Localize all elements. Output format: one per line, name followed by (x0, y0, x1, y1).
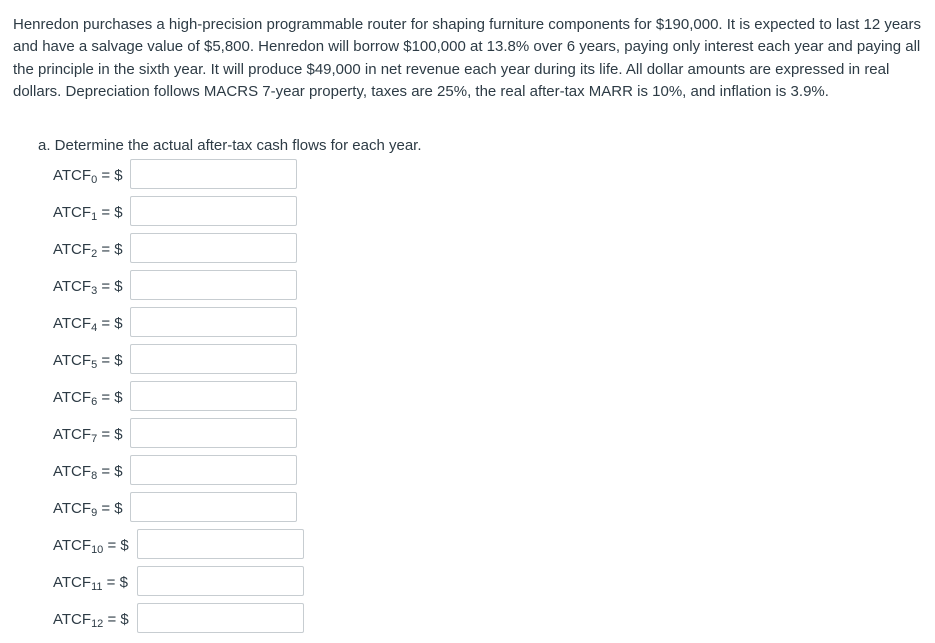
atcf-3-input[interactable] (130, 270, 297, 300)
atcf-label-suffix: = $ (97, 388, 123, 406)
atcf-label-suffix: = $ (97, 240, 123, 258)
atcf-year-subscript: 6 (91, 395, 98, 408)
atcf-year-subscript: 12 (91, 617, 104, 630)
answer-row (53, 418, 313, 450)
atcf-label-prefix: ATCF (53, 388, 92, 406)
atcf-label-suffix: = $ (103, 610, 129, 628)
atcf-label (53, 204, 123, 221)
answer-row (53, 492, 313, 524)
atcf-label (53, 389, 123, 406)
atcf-9-input[interactable] (130, 492, 297, 522)
answer-row (53, 159, 313, 191)
atcf-label-prefix: ATCF (53, 351, 92, 369)
atcf-year-subscript: 3 (91, 284, 98, 297)
atcf-label-prefix: ATCF (53, 240, 92, 258)
answer-row (53, 381, 313, 413)
atcf-label-prefix: ATCF (53, 203, 92, 221)
atcf-label-prefix: ATCF (53, 573, 92, 591)
atcf-label-suffix: = $ (97, 425, 123, 443)
answer-row (53, 270, 313, 302)
atcf-label-prefix: ATCF (53, 314, 92, 332)
answer-row (53, 566, 313, 598)
answer-row (53, 344, 313, 376)
atcf-year-subscript: 9 (91, 506, 98, 519)
answer-row (53, 529, 313, 561)
answer-row (53, 196, 313, 228)
atcf-label-suffix: = $ (97, 351, 123, 369)
atcf-year-subscript: 1 (91, 210, 98, 223)
atcf-6-input[interactable] (130, 381, 297, 411)
atcf-label-prefix: ATCF (53, 610, 92, 628)
atcf-label-prefix: ATCF (53, 277, 92, 295)
atcf-label (53, 352, 123, 369)
atcf-label (53, 574, 128, 591)
atcf-11-input[interactable] (137, 566, 304, 596)
atcf-label-prefix: ATCF (53, 462, 92, 480)
atcf-label-suffix: = $ (103, 536, 129, 554)
atcf-7-input[interactable] (130, 418, 297, 448)
atcf-label-suffix: = $ (97, 462, 123, 480)
answer-row (53, 603, 313, 635)
atcf-year-subscript: 4 (91, 321, 98, 334)
atcf-year-subscript: 7 (91, 432, 98, 445)
atcf-label-suffix: = $ (97, 499, 123, 517)
atcf-label (53, 241, 123, 258)
atcf-label (53, 167, 123, 184)
atcf-1-input[interactable] (130, 196, 297, 226)
atcf-10-input[interactable] (137, 529, 304, 559)
atcf-label (53, 463, 123, 480)
answer-row (53, 307, 313, 339)
atcf-2-input[interactable] (130, 233, 297, 263)
atcf-12-input[interactable] (137, 603, 304, 633)
atcf-label (53, 500, 123, 517)
atcf-label (53, 278, 123, 295)
atcf-label (53, 611, 129, 628)
atcf-label-suffix: = $ (97, 314, 123, 332)
atcf-8-input[interactable] (130, 455, 297, 485)
question-a: a. Determine the actual after-tax cash flows for each year. (38, 137, 422, 154)
answer-row (53, 455, 313, 487)
atcf-label-prefix: ATCF (53, 499, 92, 517)
atcf-year-subscript: 11 (91, 580, 103, 593)
atcf-year-subscript: 5 (91, 358, 98, 371)
problem-statement: Henredon purchases a high-precision programmable router for shaping furniture components for $190,000. It is expected to last 12 years and have a salvage value of $5,800. Henredon will borrow $100,000 at 13.8% over 6 years, paying only interest each year and paying all the principle in the sixth year. It will produce $49,000 in net revenue each year during its life. All dollar amounts are expressed in real dollars. Depreciation follows MACRS 7-year property, taxes are 25%, the real after-tax MARR is 10%, and inflation is 3.9%. (13, 16, 922, 100)
atcf-year-subscript: 0 (91, 173, 98, 186)
atcf-label-prefix: ATCF (53, 166, 92, 184)
atcf-label-suffix: = $ (102, 573, 128, 591)
atcf-year-subscript: 8 (91, 469, 98, 482)
atcf-label-suffix: = $ (97, 203, 123, 221)
atcf-label (53, 315, 123, 332)
atcf-label-suffix: = $ (97, 277, 123, 295)
atcf-label-suffix: = $ (97, 166, 123, 184)
atcf-4-input[interactable] (130, 307, 297, 337)
atcf-label (53, 537, 129, 554)
atcf-5-input[interactable] (130, 344, 297, 374)
answer-row (53, 233, 313, 265)
atcf-year-subscript: 2 (91, 247, 98, 260)
atcf-0-input[interactable] (130, 159, 297, 189)
atcf-year-subscript: 10 (91, 543, 104, 556)
atcf-label (53, 426, 123, 443)
atcf-label-prefix: ATCF (53, 425, 92, 443)
atcf-label-prefix: ATCF (53, 536, 92, 554)
